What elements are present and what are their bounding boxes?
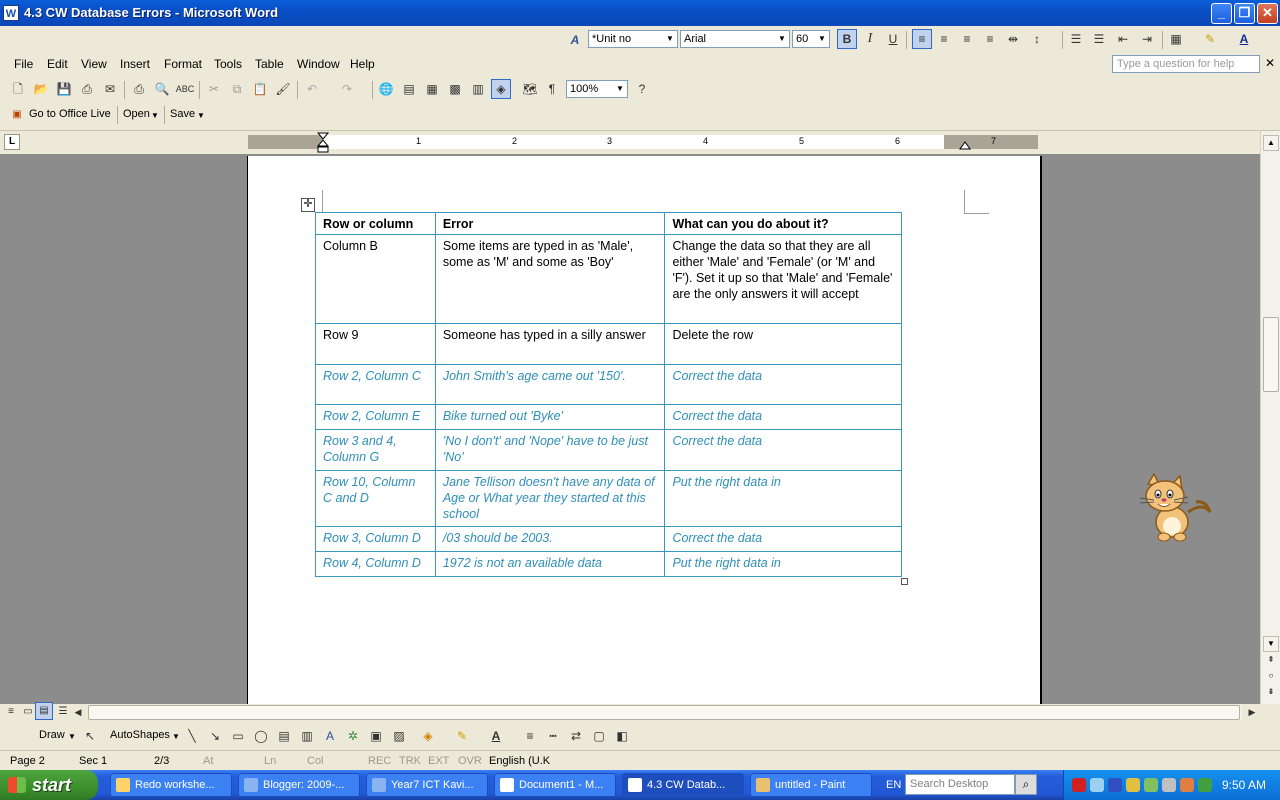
table-resize-handle[interactable]: [901, 578, 908, 585]
table-cell[interactable]: 1972 is not an available data: [435, 552, 665, 577]
taskbar-button-document1[interactable]: [494, 773, 616, 797]
redo-icon[interactable]: ↷: [341, 82, 353, 96]
scroll-down-icon[interactable]: ▼: [1263, 636, 1279, 652]
chevron-down-icon: ▼: [616, 84, 624, 93]
hyperlink-icon[interactable]: 🌐: [378, 82, 394, 96]
scroll-up-icon[interactable]: ▲: [1263, 135, 1279, 151]
styles-formatting-icon[interactable]: A: [570, 33, 580, 47]
align-right-icon[interactable]: ≡: [963, 32, 971, 46]
open-button[interactable]: Open: [123, 108, 150, 120]
task-label: Document1 - M...: [519, 779, 604, 791]
status-overtype[interactable]: OVR: [458, 755, 482, 767]
insert-table-icon[interactable]: ▦: [426, 82, 438, 96]
right-indent-marker-icon[interactable]: [958, 139, 972, 151]
select-browse-object-icon[interactable]: ○: [1268, 671, 1274, 680]
open-folder-icon[interactable]: 📂: [33, 82, 49, 96]
zoom-value: 100%: [570, 83, 599, 95]
justify-icon[interactable]: ≡: [986, 32, 994, 46]
normal-view-icon[interactable]: ≡: [8, 706, 14, 717]
separator: [124, 81, 125, 99]
restore-button[interactable]: ❐: [1234, 3, 1255, 24]
web-layout-icon[interactable]: ▭: [23, 706, 33, 717]
numbering-icon[interactable]: ☰: [1070, 32, 1082, 46]
taskbar-button-blogger[interactable]: [238, 773, 360, 797]
tables-borders-icon[interactable]: ▤: [403, 82, 415, 96]
formatting-toolbar: [0, 28, 1280, 52]
print-icon[interactable]: ⎙: [134, 82, 144, 96]
table-cell[interactable]: Row 2, Column C: [316, 365, 436, 405]
table-row: [316, 235, 902, 324]
status-at: At: [203, 755, 214, 767]
window-title: 4.3 CW Database Errors - Microsoft Word: [24, 5, 279, 20]
paint-icon: [756, 778, 770, 792]
distributed-icon[interactable]: ⇹: [1007, 32, 1019, 46]
status-bar: [0, 750, 1280, 770]
menu-help[interactable]: Help: [350, 57, 375, 71]
bold-button[interactable]: B: [837, 29, 857, 49]
chevron-down-icon: ▼: [68, 732, 76, 741]
desktop-search-input[interactable]: Search Desktop: [905, 774, 1015, 795]
outline-view-icon[interactable]: ☰: [58, 706, 68, 717]
menu-bar: [0, 52, 1280, 76]
tray-app-icon[interactable]: [1180, 778, 1194, 792]
taskbar-button-redo-worksheet[interactable]: [110, 773, 232, 797]
tray-app-icon[interactable]: [1144, 778, 1158, 792]
menu-view[interactable]: View: [81, 57, 107, 71]
word-doc-icon: [628, 778, 642, 792]
fill-color-icon[interactable]: ◈: [423, 729, 433, 743]
menu-format[interactable]: Format: [164, 57, 203, 71]
ati-icon[interactable]: [1072, 778, 1086, 792]
separator: [199, 81, 200, 99]
spelling-icon[interactable]: ABC: [175, 84, 195, 94]
bluetooth-icon[interactable]: [1108, 778, 1122, 792]
borders-icon[interactable]: ▦: [1170, 32, 1182, 46]
table-cell[interactable]: Row 4, Column D: [316, 552, 436, 577]
table-row: [316, 405, 902, 430]
search-icon[interactable]: ⌕: [1015, 774, 1037, 795]
close-button[interactable]: ✕: [1257, 3, 1278, 24]
office-live-icon: ▣: [12, 109, 22, 120]
taskbar-button-cw-database[interactable]: [622, 773, 744, 797]
ruler-number: 3: [607, 136, 613, 146]
table-cell[interactable]: Correct the data: [665, 527, 902, 552]
network-icon[interactable]: [1162, 778, 1176, 792]
scroll-left-icon[interactable]: ◀: [74, 707, 82, 717]
drawing-icon[interactable]: ◈: [491, 79, 511, 99]
menu-window[interactable]: Window: [297, 57, 340, 71]
save-icon[interactable]: 💾: [56, 82, 72, 96]
margin-corner-mark: [964, 190, 989, 214]
insert-excel-icon[interactable]: ▩: [449, 82, 461, 96]
oval-icon[interactable]: ◯: [254, 729, 268, 743]
chevron-down-icon: ▼: [778, 34, 786, 43]
table-row: [316, 430, 902, 471]
ruler-number: 4: [703, 136, 709, 146]
close-document-icon[interactable]: ✕: [1265, 56, 1276, 70]
separator: [372, 81, 373, 99]
separator: [164, 106, 165, 124]
taskbar-button-year7-ict[interactable]: [366, 773, 488, 797]
vertical-scroll-thumb[interactable]: [1263, 317, 1279, 392]
line-spacing-icon[interactable]: ↕: [1034, 32, 1040, 46]
dash-style-icon[interactable]: ┅: [549, 729, 557, 743]
font-combo[interactable]: [680, 30, 790, 48]
email-icon[interactable]: ✉: [104, 82, 116, 96]
taskbar-button-paint[interactable]: [750, 773, 872, 797]
ruler-number: 2: [512, 136, 518, 146]
separator: [1062, 31, 1063, 49]
tray-app-icon[interactable]: [1126, 778, 1140, 792]
status-column: Col: [307, 755, 324, 767]
table-cell[interactable]: John Smith's age came out '150'.: [435, 365, 665, 405]
undo-icon[interactable]: ↶: [306, 82, 318, 96]
font-color-icon[interactable]: A: [491, 729, 501, 743]
table-cell[interactable]: Some items are typed in as 'Male', some as 'M' and some as 'Boy': [435, 235, 665, 324]
errors-table: [315, 212, 902, 577]
status-extend[interactable]: EXT: [428, 755, 450, 767]
show-hide-icon[interactable]: ¶: [548, 82, 556, 96]
table-row: [316, 365, 902, 405]
table-row: [316, 471, 902, 527]
ie-icon: [372, 778, 386, 792]
header-error[interactable]: Error: [435, 213, 665, 235]
scroll-right-icon[interactable]: ▶: [1248, 707, 1256, 717]
line-style-icon[interactable]: ≡: [526, 729, 534, 743]
menu-insert[interactable]: Insert: [120, 57, 151, 71]
status-page-count: 2/3: [154, 755, 170, 767]
text-box-icon[interactable]: ▤: [278, 729, 290, 743]
table-header-row: [316, 213, 902, 235]
task-label: Blogger: 2009-...: [263, 779, 345, 791]
separator: [1162, 31, 1163, 49]
table-row: [316, 527, 902, 552]
ruler-number: 6: [895, 136, 901, 146]
table-cell[interactable]: Put the right data in: [665, 552, 902, 577]
font-size-combo[interactable]: [792, 30, 830, 48]
print-preview-icon[interactable]: 🔍: [154, 82, 170, 96]
increase-indent-icon[interactable]: ⇥: [1141, 32, 1153, 46]
table-cell[interactable]: Change the data so that they are all either 'Male' and 'Female' (or 'M' and 'F'). Set it up so that 'Male' and 'Female' are the only answers it will accept: [665, 235, 902, 324]
decrease-indent-icon[interactable]: ⇤: [1117, 32, 1129, 46]
arrow-style-icon[interactable]: ⇄: [570, 729, 582, 743]
windows-taskbar: [0, 770, 1280, 800]
chevron-down-icon: ▼: [197, 111, 205, 120]
tab-selector[interactable]: L: [4, 134, 20, 150]
table-cell[interactable]: Column B: [316, 235, 436, 324]
cut-icon[interactable]: ✂: [208, 82, 220, 96]
ruler-number: 7: [991, 136, 997, 146]
table-cell[interactable]: Bike turned out 'Byke': [435, 405, 665, 430]
align-center-icon[interactable]: ≡: [940, 32, 948, 46]
bullets-icon[interactable]: ☰: [1093, 32, 1105, 46]
ruler-number: 5: [799, 136, 805, 146]
table-cell[interactable]: Jane Tellison doesn't have any data of Age or What year they started at this school: [435, 471, 665, 527]
picture-icon[interactable]: ▨: [393, 729, 405, 743]
table-cell[interactable]: /03 should be 2003.: [435, 527, 665, 552]
table-cell[interactable]: Delete the row: [665, 324, 902, 365]
menu-file[interactable]: File: [14, 57, 34, 71]
table-move-handle-icon[interactable]: ✛: [301, 198, 315, 212]
wordart-icon[interactable]: A: [325, 729, 334, 743]
standard-toolbar: [0, 78, 1280, 102]
zoom-combo[interactable]: [566, 80, 628, 98]
document-map-icon[interactable]: 🗺: [522, 82, 538, 96]
table-cell[interactable]: 'No I don't' and 'Nope' have to be just 'No': [435, 430, 665, 471]
start-label: start: [32, 775, 72, 795]
tray-app-icon[interactable]: [1198, 778, 1212, 792]
office-assistant-cat-icon[interactable]: [1128, 472, 1218, 544]
table-cell[interactable]: Row 9: [316, 324, 436, 365]
underline-button[interactable]: U: [888, 32, 898, 46]
task-label: Redo workshe...: [135, 779, 215, 791]
title-bar: [0, 0, 1280, 26]
table-cell[interactable]: Row 3 and 4, Column G: [316, 430, 436, 471]
autoshapes-menu-button[interactable]: AutoShapes: [110, 729, 170, 741]
next-page-icon[interactable]: ⇟: [1267, 687, 1275, 696]
windows-logo-icon: [8, 777, 26, 793]
print-layout-icon[interactable]: ▤: [35, 702, 53, 720]
table-row: [316, 552, 902, 577]
search-tray-icon[interactable]: [1090, 778, 1104, 792]
font-size-value: 60: [796, 33, 809, 45]
italic-button[interactable]: I: [867, 31, 873, 46]
menu-tools[interactable]: Tools: [214, 57, 243, 71]
table-cell[interactable]: Put the right data in: [665, 471, 902, 527]
rectangle-icon[interactable]: ▭: [232, 729, 244, 743]
table-cell[interactable]: Row 3, Column D: [316, 527, 436, 552]
chevron-down-icon: ▼: [151, 111, 159, 120]
style-combo[interactable]: [588, 30, 678, 48]
drawing-toolbar: [0, 724, 1280, 748]
arrow-icon[interactable]: ↘: [209, 729, 221, 743]
line-color-icon[interactable]: ✎: [456, 729, 468, 743]
paste-icon[interactable]: 📋: [252, 82, 268, 96]
task-label: Year7 ICT Kavi...: [391, 779, 474, 791]
help-search-input[interactable]: Type a question for help: [1112, 55, 1260, 73]
minimize-button[interactable]: _: [1211, 3, 1232, 24]
table-cell[interactable]: Row 10, Column C and D: [316, 471, 436, 527]
ruler-number: 1: [416, 136, 422, 146]
format-painter-icon[interactable]: 🖌: [275, 82, 291, 96]
chevron-down-icon: ▼: [666, 34, 674, 43]
chevron-down-icon: ▼: [172, 732, 180, 741]
horizontal-ruler[interactable]: [0, 130, 1280, 153]
clock[interactable]: 9:50 AM: [1222, 778, 1267, 792]
vertical-scrollbar[interactable]: [1260, 131, 1280, 704]
font-color-icon[interactable]: A: [1239, 32, 1249, 46]
header-row-or-column[interactable]: Row or column: [316, 213, 436, 235]
status-page: Page 2: [10, 755, 45, 767]
table-row: [316, 324, 902, 365]
horizontal-scroll-thumb[interactable]: [88, 705, 1240, 720]
word-app-icon[interactable]: W: [3, 5, 19, 21]
select-objects-icon[interactable]: ↖: [84, 729, 96, 743]
status-section: Sec 1: [79, 755, 108, 767]
table-cell[interactable]: Correct the data: [665, 430, 902, 471]
menu-edit[interactable]: Edit: [47, 57, 68, 71]
help-icon[interactable]: ?: [638, 82, 646, 96]
header-what-can-you-do[interactable]: What can you do about it?: [665, 213, 902, 235]
task-label: untitled - Paint: [775, 779, 846, 791]
status-record-macro[interactable]: REC: [368, 755, 392, 767]
separator: [117, 106, 118, 124]
ie-icon: [244, 778, 258, 792]
table-cell[interactable]: Someone has typed in a silly answer: [435, 324, 665, 365]
status-line: Ln: [264, 755, 277, 767]
new-document-icon[interactable]: 🗋: [13, 82, 23, 96]
language-indicator[interactable]: EN: [886, 779, 902, 791]
draw-menu-button[interactable]: Draw: [39, 729, 65, 741]
diagram-icon[interactable]: ✲: [347, 729, 359, 743]
table-cell[interactable]: Correct the data: [665, 405, 902, 430]
vertical-text-box-icon[interactable]: ▥: [301, 729, 313, 743]
table-cell[interactable]: Correct the data: [665, 365, 902, 405]
table-cell[interactable]: Row 2, Column E: [316, 405, 436, 430]
save-button[interactable]: Save: [170, 108, 196, 120]
task-label: 4.3 CW Datab...: [647, 779, 726, 791]
status-language[interactable]: English (U.K: [489, 755, 551, 767]
chevron-down-icon: ▼: [818, 34, 826, 43]
separator: [906, 31, 907, 49]
line-icon[interactable]: ╲: [188, 729, 196, 743]
folder-icon: [116, 778, 130, 792]
style-value: *Unit no: [592, 33, 632, 45]
copy-icon[interactable]: ⧉: [232, 82, 242, 96]
highlight-icon[interactable]: ✎: [1204, 32, 1216, 46]
font-value: Arial: [684, 33, 707, 45]
separator: [297, 81, 298, 99]
go-to-office-live-button[interactable]: Go to Office Live: [29, 108, 111, 120]
columns-icon[interactable]: ▥: [472, 82, 484, 96]
3d-style-icon[interactable]: ◧: [616, 729, 628, 743]
horizontal-scrollbar-row: [0, 704, 1260, 721]
menu-table[interactable]: Table: [255, 57, 284, 71]
start-button[interactable]: [0, 770, 98, 800]
align-left-icon[interactable]: ≡: [912, 29, 932, 49]
word-doc-icon: [500, 778, 514, 792]
office-live-toolbar: [0, 103, 1280, 127]
permission-icon[interactable]: ⎙: [82, 82, 92, 96]
indent-marker-icon[interactable]: [316, 132, 330, 154]
clip-art-icon[interactable]: ▣: [370, 729, 382, 743]
shadow-style-icon[interactable]: ▢: [593, 729, 605, 743]
status-track-changes[interactable]: TRK: [399, 755, 421, 767]
previous-page-icon[interactable]: ⇞: [1267, 655, 1275, 664]
